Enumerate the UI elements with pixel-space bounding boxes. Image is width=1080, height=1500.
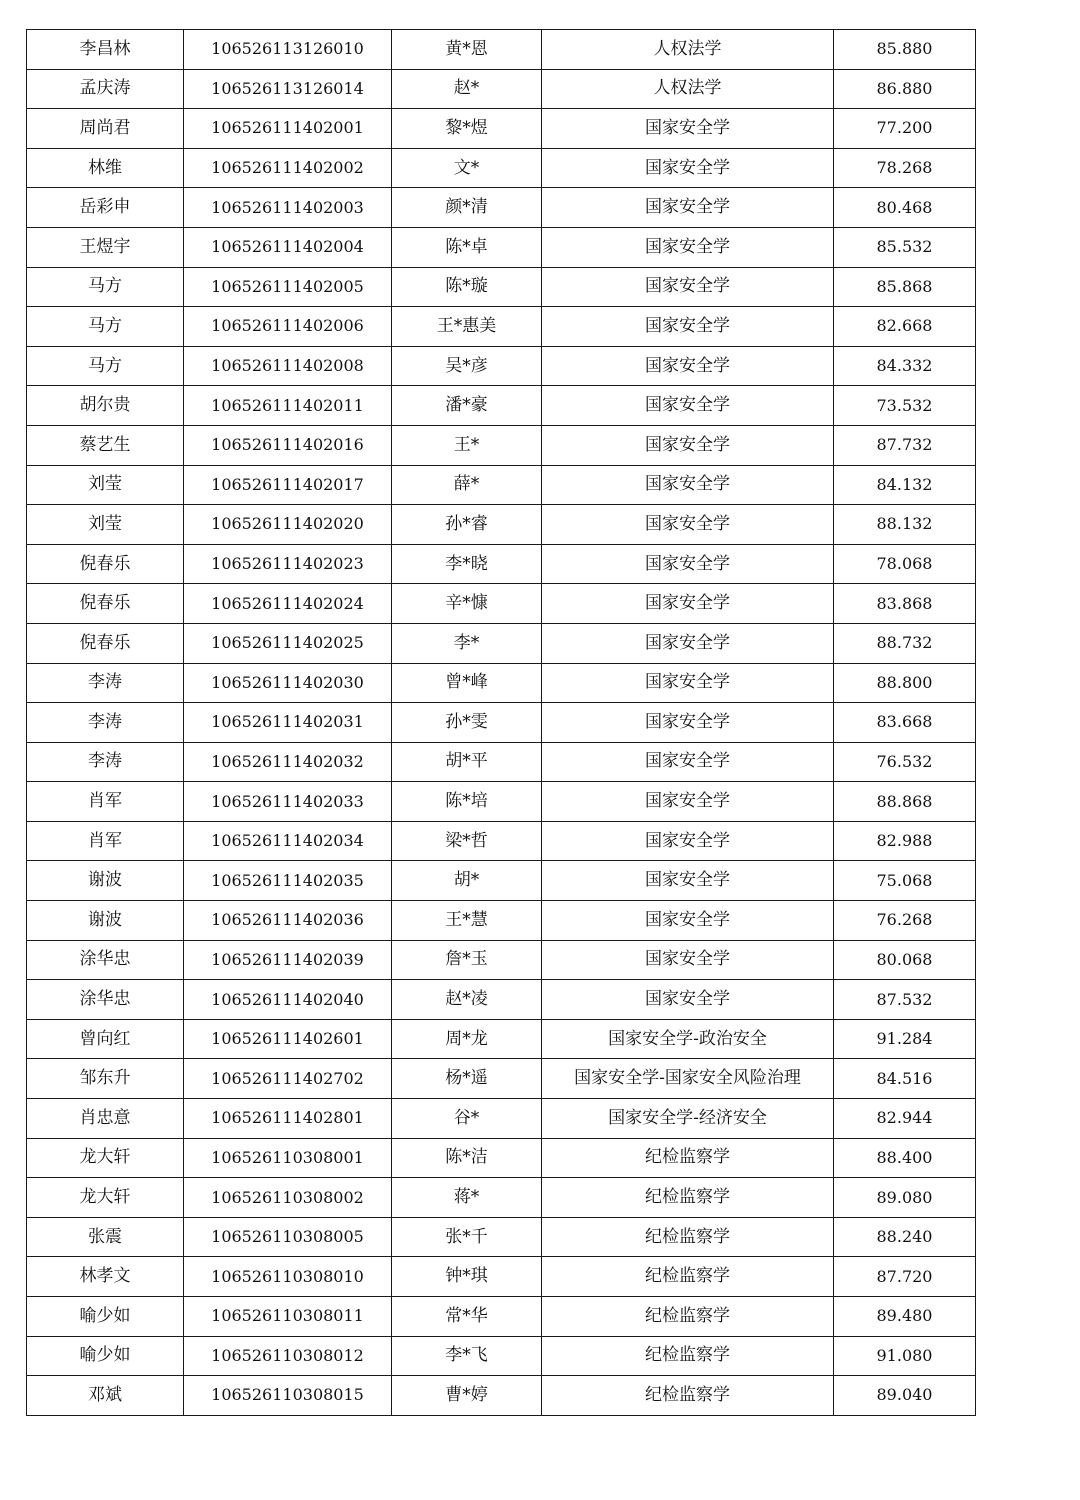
cell-exam-id: 106526111402003 [184,188,392,228]
cell-major: 国家安全学 [542,940,834,980]
table-row [27,901,976,941]
cell-major: 国家安全学 [542,980,834,1020]
cell-major: 纪检监察学 [542,1376,834,1416]
cell-supervisor: 倪春乐 [27,623,184,663]
cell-score: 87.732 [834,425,976,465]
cell-supervisor: 邹东升 [27,1059,184,1099]
cell-major: 国家安全学 [542,425,834,465]
cell-supervisor: 林孝文 [27,1257,184,1297]
cell-supervisor: 马方 [27,346,184,386]
cell-exam-id: 106526111402032 [184,742,392,782]
cell-major: 人权法学 [542,30,834,70]
cell-candidate-name: 曾*峰 [392,663,542,703]
cell-major: 国家安全学 [542,465,834,505]
cell-exam-id: 106526111402040 [184,980,392,1020]
cell-supervisor: 张震 [27,1217,184,1257]
cell-exam-id: 106526111402020 [184,505,392,545]
cell-exam-id: 106526111402001 [184,109,392,149]
cell-major: 纪检监察学 [542,1217,834,1257]
table-row [27,148,976,188]
cell-candidate-name: 黎*煜 [392,109,542,149]
cell-score: 75.068 [834,861,976,901]
table-row [27,505,976,545]
table-row [27,1257,976,1297]
cell-exam-id: 106526111402006 [184,307,392,347]
cell-exam-id: 106526111402025 [184,623,392,663]
cell-candidate-name: 吴*彦 [392,346,542,386]
cell-score: 89.080 [834,1178,976,1218]
cell-supervisor: 蔡艺生 [27,425,184,465]
cell-score: 83.868 [834,584,976,624]
cell-candidate-name: 黄*恩 [392,30,542,70]
cell-supervisor: 喻少如 [27,1336,184,1376]
table-body [27,30,976,1416]
table-row [27,109,976,149]
cell-exam-id: 106526110308015 [184,1376,392,1416]
cell-score: 78.068 [834,544,976,584]
cell-score: 89.040 [834,1376,976,1416]
cell-score: 83.668 [834,703,976,743]
cell-score: 85.868 [834,267,976,307]
cell-exam-id: 106526111402005 [184,267,392,307]
cell-candidate-name: 辛*慷 [392,584,542,624]
cell-score: 88.400 [834,1138,976,1178]
cell-major: 国家安全学 [542,386,834,426]
cell-supervisor: 岳彩申 [27,188,184,228]
table-row [27,386,976,426]
cell-candidate-name: 王*惠美 [392,307,542,347]
cell-supervisor: 涂华忠 [27,940,184,980]
cell-major: 国家安全学 [542,188,834,228]
table-row [27,227,976,267]
cell-candidate-name: 陈*培 [392,782,542,822]
cell-major: 纪检监察学 [542,1178,834,1218]
cell-supervisor: 龙大轩 [27,1178,184,1218]
cell-candidate-name: 陈*璇 [392,267,542,307]
cell-major: 国家安全学 [542,267,834,307]
cell-score: 88.240 [834,1217,976,1257]
table-row [27,1217,976,1257]
cell-score: 86.880 [834,69,976,109]
cell-candidate-name: 赵*凌 [392,980,542,1020]
table-row [27,1138,976,1178]
table-row [27,267,976,307]
cell-supervisor: 李涛 [27,703,184,743]
table-row [27,623,976,663]
table-row [27,742,976,782]
cell-major: 国家安全学-国家安全风险治理 [542,1059,834,1099]
admission-results-table [26,29,976,1416]
cell-candidate-name: 钟*琪 [392,1257,542,1297]
cell-candidate-name: 詹*玉 [392,940,542,980]
cell-exam-id: 106526111402036 [184,901,392,941]
cell-candidate-name: 曹*婷 [392,1376,542,1416]
cell-supervisor: 周尚君 [27,109,184,149]
cell-candidate-name: 王* [392,425,542,465]
cell-candidate-name: 王*慧 [392,901,542,941]
cell-major: 国家安全学 [542,703,834,743]
cell-major: 国家安全学 [542,901,834,941]
cell-supervisor: 孟庆涛 [27,69,184,109]
cell-candidate-name: 陈*卓 [392,227,542,267]
cell-exam-id: 106526111402002 [184,148,392,188]
cell-candidate-name: 梁*哲 [392,821,542,861]
cell-major: 国家安全学 [542,742,834,782]
cell-exam-id: 106526111402034 [184,821,392,861]
cell-score: 87.532 [834,980,976,1020]
cell-candidate-name: 李*晓 [392,544,542,584]
cell-candidate-name: 蒋* [392,1178,542,1218]
cell-supervisor: 马方 [27,307,184,347]
cell-score: 84.516 [834,1059,976,1099]
cell-supervisor: 李涛 [27,663,184,703]
cell-score: 88.132 [834,505,976,545]
cell-supervisor: 肖军 [27,821,184,861]
cell-score: 85.880 [834,30,976,70]
cell-score: 85.532 [834,227,976,267]
cell-major: 国家安全学 [542,861,834,901]
cell-exam-id: 106526111402011 [184,386,392,426]
cell-score: 73.532 [834,386,976,426]
cell-exam-id: 106526111402023 [184,544,392,584]
cell-supervisor: 谢波 [27,861,184,901]
cell-exam-id: 106526111402601 [184,1019,392,1059]
cell-exam-id: 106526110308001 [184,1138,392,1178]
cell-score: 76.268 [834,901,976,941]
cell-major: 纪检监察学 [542,1336,834,1376]
cell-exam-id: 106526111402031 [184,703,392,743]
cell-exam-id: 106526111402035 [184,861,392,901]
cell-major: 国家安全学 [542,782,834,822]
cell-supervisor: 胡尔贵 [27,386,184,426]
cell-candidate-name: 李* [392,623,542,663]
cell-supervisor: 喻少如 [27,1297,184,1337]
table-row [27,1376,976,1416]
table-row [27,782,976,822]
cell-score: 78.268 [834,148,976,188]
cell-exam-id: 106526111402017 [184,465,392,505]
cell-candidate-name: 潘*豪 [392,386,542,426]
cell-supervisor: 龙大轩 [27,1138,184,1178]
cell-exam-id: 106526111402004 [184,227,392,267]
cell-exam-id: 106526110308005 [184,1217,392,1257]
cell-major: 国家安全学 [542,148,834,188]
cell-exam-id: 106526110308011 [184,1297,392,1337]
cell-major: 纪检监察学 [542,1297,834,1337]
cell-major: 国家安全学 [542,346,834,386]
cell-exam-id: 106526113126014 [184,69,392,109]
cell-exam-id: 106526111402024 [184,584,392,624]
cell-score: 82.988 [834,821,976,861]
cell-candidate-name: 胡* [392,861,542,901]
table-row [27,69,976,109]
cell-supervisor: 谢波 [27,901,184,941]
cell-major: 国家安全学-经济安全 [542,1099,834,1139]
cell-score: 76.532 [834,742,976,782]
cell-major: 纪检监察学 [542,1138,834,1178]
table-row [27,980,976,1020]
cell-supervisor: 涂华忠 [27,980,184,1020]
cell-exam-id: 106526110308012 [184,1336,392,1376]
cell-exam-id: 106526111402033 [184,782,392,822]
cell-supervisor: 林维 [27,148,184,188]
cell-candidate-name: 赵* [392,69,542,109]
cell-supervisor: 肖忠意 [27,1099,184,1139]
cell-candidate-name: 杨*遥 [392,1059,542,1099]
cell-candidate-name: 李*飞 [392,1336,542,1376]
cell-supervisor: 李涛 [27,742,184,782]
cell-exam-id: 106526111402016 [184,425,392,465]
cell-score: 80.068 [834,940,976,980]
cell-major: 纪检监察学 [542,1257,834,1297]
table-row [27,30,976,70]
cell-supervisor: 肖军 [27,782,184,822]
cell-supervisor: 李昌林 [27,30,184,70]
cell-score: 82.668 [834,307,976,347]
cell-supervisor: 倪春乐 [27,544,184,584]
cell-major: 国家安全学 [542,821,834,861]
cell-major: 国家安全学 [542,109,834,149]
cell-supervisor: 邓斌 [27,1376,184,1416]
cell-exam-id: 106526111402801 [184,1099,392,1139]
cell-supervisor: 曾向红 [27,1019,184,1059]
table-row [27,584,976,624]
cell-score: 88.800 [834,663,976,703]
table-row [27,465,976,505]
cell-major: 国家安全学 [542,623,834,663]
table-row [27,544,976,584]
cell-exam-id: 106526111402008 [184,346,392,386]
cell-score: 88.732 [834,623,976,663]
cell-score: 80.468 [834,188,976,228]
cell-major: 国家安全学 [542,505,834,545]
cell-exam-id: 106526111402030 [184,663,392,703]
cell-supervisor: 刘莹 [27,465,184,505]
cell-score: 87.720 [834,1257,976,1297]
cell-exam-id: 106526113126010 [184,30,392,70]
cell-candidate-name: 胡*平 [392,742,542,782]
cell-major: 国家安全学 [542,227,834,267]
table-row [27,1297,976,1337]
table-row [27,861,976,901]
table-row [27,1178,976,1218]
cell-exam-id: 106526111402702 [184,1059,392,1099]
cell-major: 国家安全学 [542,544,834,584]
cell-score: 91.080 [834,1336,976,1376]
table-row [27,346,976,386]
cell-candidate-name: 常*华 [392,1297,542,1337]
cell-exam-id: 106526110308010 [184,1257,392,1297]
table-row [27,307,976,347]
cell-exam-id: 106526111402039 [184,940,392,980]
table-row [27,1019,976,1059]
cell-score: 84.132 [834,465,976,505]
cell-exam-id: 106526110308002 [184,1178,392,1218]
table-row [27,1099,976,1139]
cell-candidate-name: 颜*清 [392,188,542,228]
cell-major: 国家安全学 [542,663,834,703]
cell-score: 89.480 [834,1297,976,1337]
table-row [27,821,976,861]
cell-supervisor: 王煜宇 [27,227,184,267]
cell-candidate-name: 张*千 [392,1217,542,1257]
cell-score: 77.200 [834,109,976,149]
cell-candidate-name: 薛* [392,465,542,505]
cell-candidate-name: 谷* [392,1099,542,1139]
table-row [27,1336,976,1376]
table-row [27,188,976,228]
cell-major: 人权法学 [542,69,834,109]
cell-score: 88.868 [834,782,976,822]
cell-supervisor: 刘莹 [27,505,184,545]
cell-score: 82.944 [834,1099,976,1139]
cell-candidate-name: 孙*雯 [392,703,542,743]
table-row [27,703,976,743]
table-row [27,940,976,980]
cell-supervisor: 倪春乐 [27,584,184,624]
cell-score: 84.332 [834,346,976,386]
cell-candidate-name: 周*龙 [392,1019,542,1059]
cell-major: 国家安全学 [542,307,834,347]
cell-candidate-name: 孙*睿 [392,505,542,545]
cell-candidate-name: 陈*洁 [392,1138,542,1178]
cell-major: 国家安全学-政治安全 [542,1019,834,1059]
cell-major: 国家安全学 [542,584,834,624]
cell-score: 91.284 [834,1019,976,1059]
table-row [27,1059,976,1099]
cell-supervisor: 马方 [27,267,184,307]
table-row [27,663,976,703]
cell-candidate-name: 文* [392,148,542,188]
table-row [27,425,976,465]
